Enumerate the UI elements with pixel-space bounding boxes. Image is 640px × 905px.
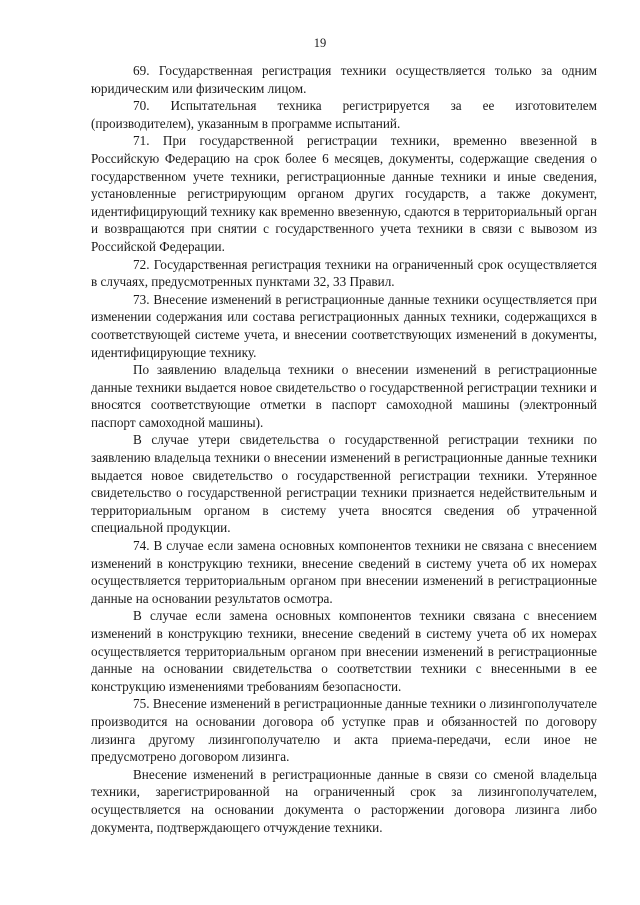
- paragraph-69: 69. Государственная регистрация техники осуществляется только за одним юридическим или физическим лицом.: [91, 63, 597, 96]
- paragraph-75: 75. Внесение изменений в регистрационные данные техники о лизингополучателе производится на основании договора об уступке прав и обязанностей по договору лизинга другому лизингополучателю и акта приема-передачи, если иное не предусмотрено договором лизинга.: [91, 696, 597, 765]
- paragraph-72: 72. Государственная регистрация техники на ограниченный срок осуществляется в случаях, предусмотренных пунктами 32, 33 Правил.: [91, 256, 597, 290]
- paragraph-70: 70. Испытательная техника регистрируется за ее изготовителем (производителем), указанным в программе испытаний.: [91, 98, 597, 131]
- paragraph-73-owner-application: По заявлению владельца техники о внесении изменений в регистрационные данные техники выдается новое свидетельство о государственной регистрации техники и вносятся соответствующие отметки в паспорт самоходной машины (электронный паспорт самоходной машины).: [91, 362, 597, 430]
- paragraph-75-owner-change: Внесение изменений в регистрационные данные в связи со сменой владельца техники, зарегистрированной на ограниченный срок за лизингополучателем, осуществляется на основании документа о расторжении договора лизинга либо документа, подтверждающего отчуждение техники.: [91, 766, 597, 835]
- paragraph-71: 71. При государственной регистрации техники, временно ввезенной в Российскую Федерацию на срок более 6 месяцев, документы, содержащие сведения о государственном учете техники, регистрационные данные техники и иные сведения, установленные регистрирующим органом других государств, а также документ, идентифицирующий технику как временно ввезенную, сдаются в территориальный орган и возвращаются при снятии с государственного учета техники в связи с вывозом из Российской Федерации.: [91, 133, 597, 254]
- paragraph-74-design-change: В случае если замена основных компонентов техники связана с внесением изменений в конструкцию техники, внесение сведений в систему учета об их номерах осуществляется территориальным органом при внесении изменений в регистрационные данные на основании свидетельства о соответствии техники с внесенными в ее конструкцию изменениями требованиям безопасности.: [91, 608, 597, 694]
- paragraph-74: 74. В случае если замена основных компонентов техники не связана с внесением изменений в конструкцию техники, внесение сведений в систему учета об их номерах осуществляется территориальным органом при внесении изменений в регистрационные данные на основании результатов осмотра.: [91, 538, 597, 606]
- page-number: 19: [313, 36, 327, 50]
- paragraph-73-lost-certificate: В случае утери свидетельства о государственной регистрации техники по заявлению владельца техники о внесении изменений в регистрационные данные техники выдается новое свидетельство о государственной регистрации техники. Утерянное свидетельство о государственной регистрации техники признается недействительным и территориальным органом в систему учета вносятся сведения об утраченной специальной продукции.: [91, 432, 597, 536]
- document-body: [91, 62, 597, 836]
- paragraph-73: 73. Внесение изменений в регистрационные данные техники осуществляется при изменении содержания или состава регистрационных данных техники, содержащихся в соответствующей системе учета, и внесении соответствующих изменений в документы, идентифицирующие технику.: [91, 291, 597, 360]
